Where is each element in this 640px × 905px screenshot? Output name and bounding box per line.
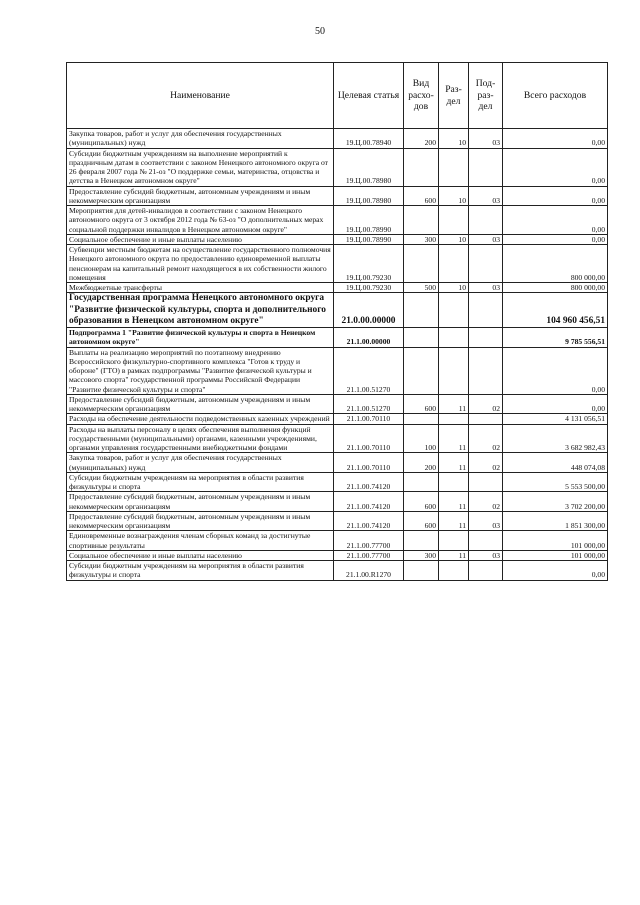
row-total: 0,00	[503, 129, 608, 149]
row-section	[439, 414, 469, 424]
row-expense-type: 600	[404, 492, 439, 512]
row-section	[439, 328, 469, 348]
row-subsection: 02	[469, 394, 503, 414]
table-body	[67, 129, 608, 581]
row-subsection	[469, 206, 503, 235]
row-subsection: 03	[469, 186, 503, 206]
row-total: 4 131 056,51	[503, 414, 608, 424]
row-total: 0,00	[503, 234, 608, 244]
row-name: Социальное обеспечение и иные выплаты населению	[67, 550, 334, 560]
row-section	[439, 561, 469, 581]
table-row	[67, 472, 608, 492]
row-subsection	[469, 347, 503, 394]
row-expense-type: 200	[404, 453, 439, 473]
row-subsection: 03	[469, 129, 503, 149]
table-row	[67, 531, 608, 551]
row-section	[439, 293, 469, 328]
row-subsection: 03	[469, 234, 503, 244]
row-target: 21.1.00.74120	[334, 511, 404, 531]
header-target: Целевая статья	[334, 63, 404, 129]
row-total: 0,00	[503, 561, 608, 581]
row-name: Расходы на выплаты персоналу в целях обеспечения выполнения функций государственными (муниципальными) органами, казенными учреждениями, органами управления государственными внебюджетными фондами	[67, 424, 334, 453]
row-total: 800 000,00	[503, 245, 608, 283]
row-expense-type	[404, 472, 439, 492]
table-row	[67, 561, 608, 581]
row-target: 21.1.00.70110	[334, 424, 404, 453]
row-subsection: 02	[469, 453, 503, 473]
row-total: 0,00	[503, 394, 608, 414]
row-name: Субсидии бюджетным учреждениям на мероприятия в области развития физкультуры и спорта	[67, 561, 334, 581]
page-number: 50	[315, 26, 325, 37]
row-total: 0,00	[503, 148, 608, 186]
row-target: 21.1.00.51270	[334, 347, 404, 394]
row-total: 3 702 200,00	[503, 492, 608, 512]
row-total: 1 851 300,00	[503, 511, 608, 531]
row-section: 11	[439, 394, 469, 414]
table-row	[67, 293, 608, 328]
row-section: 11	[439, 424, 469, 453]
row-total: 9 785 556,51	[503, 328, 608, 348]
table-row	[67, 129, 608, 149]
row-name: Межбюджетные трансферты	[67, 283, 334, 293]
row-total: 0,00	[503, 206, 608, 235]
row-subsection: 02	[469, 424, 503, 453]
row-name: Предоставление субсидий бюджетным, автономным учреждениям и иным некоммерческим организациям	[67, 492, 334, 512]
row-expense-type: 500	[404, 283, 439, 293]
row-expense-type: 600	[404, 394, 439, 414]
row-total: 3 682 982,43	[503, 424, 608, 453]
budget-table	[66, 62, 608, 581]
row-expense-type	[404, 531, 439, 551]
row-target: 19.Ц.00.79230	[334, 283, 404, 293]
header-subsection: Под- раз- дел	[469, 63, 503, 129]
row-section	[439, 206, 469, 235]
row-section	[439, 148, 469, 186]
row-name: Единовременные вознаграждения членам сборных команд за достигнутые спортивные результаты	[67, 531, 334, 551]
table-row	[67, 234, 608, 244]
row-section: 10	[439, 129, 469, 149]
row-target: 21.1.00.70110	[334, 453, 404, 473]
row-total: 0,00	[503, 186, 608, 206]
row-section: 11	[439, 511, 469, 531]
row-total: 5 553 500,00	[503, 472, 608, 492]
row-subsection	[469, 328, 503, 348]
row-expense-type	[404, 328, 439, 348]
table-row	[67, 550, 608, 560]
row-subsection	[469, 472, 503, 492]
row-expense-type: 300	[404, 550, 439, 560]
row-section	[439, 472, 469, 492]
row-section: 11	[439, 453, 469, 473]
row-expense-type	[404, 293, 439, 328]
row-expense-type: 200	[404, 129, 439, 149]
row-target: 21.1.00.77700	[334, 531, 404, 551]
row-target: 21.1.00.00000	[334, 328, 404, 348]
table-row	[67, 347, 608, 394]
row-total: 800 000,00	[503, 283, 608, 293]
row-name: Предоставление субсидий бюджетным, автономным учреждениям и иным некоммерческим организациям	[67, 186, 334, 206]
row-section: 10	[439, 186, 469, 206]
row-target: 19.Ц.00.78980	[334, 186, 404, 206]
row-section: 10	[439, 283, 469, 293]
row-subsection: 02	[469, 492, 503, 512]
row-section: 10	[439, 234, 469, 244]
row-section	[439, 245, 469, 283]
table-row	[67, 148, 608, 186]
row-expense-type	[404, 414, 439, 424]
row-name: Закупка товаров, работ и услуг для обеспечения государственных (муниципальных) нужд	[67, 129, 334, 149]
row-subsection	[469, 561, 503, 581]
row-target: 21.1.00.74120	[334, 472, 404, 492]
header-total: Всего расходов	[503, 63, 608, 129]
row-subsection	[469, 531, 503, 551]
row-total: 101 000,00	[503, 531, 608, 551]
row-expense-type: 300	[404, 234, 439, 244]
table-row	[67, 245, 608, 283]
row-subsection: 03	[469, 283, 503, 293]
row-target: 21.0.00.00000	[334, 293, 404, 328]
row-expense-type	[404, 148, 439, 186]
row-section: 11	[439, 492, 469, 512]
row-expense-type	[404, 561, 439, 581]
row-total: 101 000,00	[503, 550, 608, 560]
row-section	[439, 531, 469, 551]
row-subsection: 03	[469, 550, 503, 560]
table-row	[67, 186, 608, 206]
row-expense-type	[404, 245, 439, 283]
row-target: 21.1.00.77700	[334, 550, 404, 560]
table-row	[67, 511, 608, 531]
header-name: Наименование	[67, 63, 334, 129]
row-name: Субсидии бюджетным учреждениям на мероприятия в области развития физкультуры и спорта	[67, 472, 334, 492]
table-row	[67, 492, 608, 512]
row-name: Субсидии бюджетным учреждениям на выполнение мероприятий к праздничным датам в соответствии с законом Ненецкого автономного округа от 26 февраля 2007 года № 21-оз "О поддержке семьи, материнства, отцовства и детства в Ненецком автономном округе"	[67, 148, 334, 186]
row-target: 21.1.00.70110	[334, 414, 404, 424]
row-name: Закупка товаров, работ и услуг для обеспечения государственных (муниципальных) нужд	[67, 453, 334, 473]
row-name: Субвенции местным бюджетам на осуществление государственного полномочия Ненецкого автономного округа по предоставлению единовременной выплаты пенсионерам на капитальный ремонт находящегося в их собственности жилого помещения	[67, 245, 334, 283]
row-subsection	[469, 414, 503, 424]
row-section	[439, 347, 469, 394]
row-name: Социальное обеспечение и иные выплаты населению	[67, 234, 334, 244]
row-name: Государственная программа Ненецкого автономного округа "Развитие физической культуры, спорта и дополнительного образования в Ненецком автономном округе"	[67, 293, 334, 328]
table-row	[67, 424, 608, 453]
row-subsection	[469, 148, 503, 186]
row-expense-type: 600	[404, 511, 439, 531]
header-expense-type: Вид расхо- дов	[404, 63, 439, 129]
row-target: 19.Ц.00.78940	[334, 129, 404, 149]
row-total: 0,00	[503, 347, 608, 394]
row-expense-type	[404, 347, 439, 394]
row-target: 19.Ц.00.79230	[334, 245, 404, 283]
header-section: Раз- дел	[439, 63, 469, 129]
row-name: Подпрограмма 1 "Развитие физической культуры и спорта в Ненецком автономном округе"	[67, 328, 334, 348]
row-total: 448 074,08	[503, 453, 608, 473]
row-subsection	[469, 245, 503, 283]
row-subsection: 03	[469, 511, 503, 531]
row-total: 104 960 456,51	[503, 293, 608, 328]
row-target: 21.1.00.74120	[334, 492, 404, 512]
table-row	[67, 206, 608, 235]
row-expense-type: 100	[404, 424, 439, 453]
row-expense-type: 600	[404, 186, 439, 206]
row-subsection	[469, 293, 503, 328]
row-target: 19.Ц.00.78990	[334, 234, 404, 244]
table-row	[67, 328, 608, 348]
row-name: Предоставление субсидий бюджетным, автономным учреждениям и иным некоммерческим организациям	[67, 394, 334, 414]
row-target: 21.1.00.51270	[334, 394, 404, 414]
table-row	[67, 394, 608, 414]
row-target: 19.Ц.00.78990	[334, 206, 404, 235]
row-target: 19.Ц.00.78980	[334, 148, 404, 186]
row-name: Предоставление субсидий бюджетным, автономным учреждениям и иным некоммерческим организациям	[67, 511, 334, 531]
table-row	[67, 414, 608, 424]
table-row	[67, 283, 608, 293]
table-header-row	[67, 63, 608, 129]
row-expense-type	[404, 206, 439, 235]
row-name: Выплаты на реализацию мероприятий по поэтапному внедрению Всероссийского физкультурно-спортивного комплекса "Готов к труду и обороне" (ГТО) в рамках подпрограммы "Развитие физической культуры и массового спорта" государственной программы Российской Федерации "Развитие физической культуры и спорта"	[67, 347, 334, 394]
row-section: 11	[439, 550, 469, 560]
row-name: Мероприятия для детей-инвалидов в соответствии с законом Ненецкого автономного округа от 3 октября 2012 года № 63-оз "О дополнительных мерах социальной поддержки инвалидов в Ненецком автономном округе"	[67, 206, 334, 235]
table-row	[67, 453, 608, 473]
row-target: 21.1.00.R1270	[334, 561, 404, 581]
row-name: Расходы на обеспечение деятельности подведомственных казенных учреждений	[67, 414, 334, 424]
